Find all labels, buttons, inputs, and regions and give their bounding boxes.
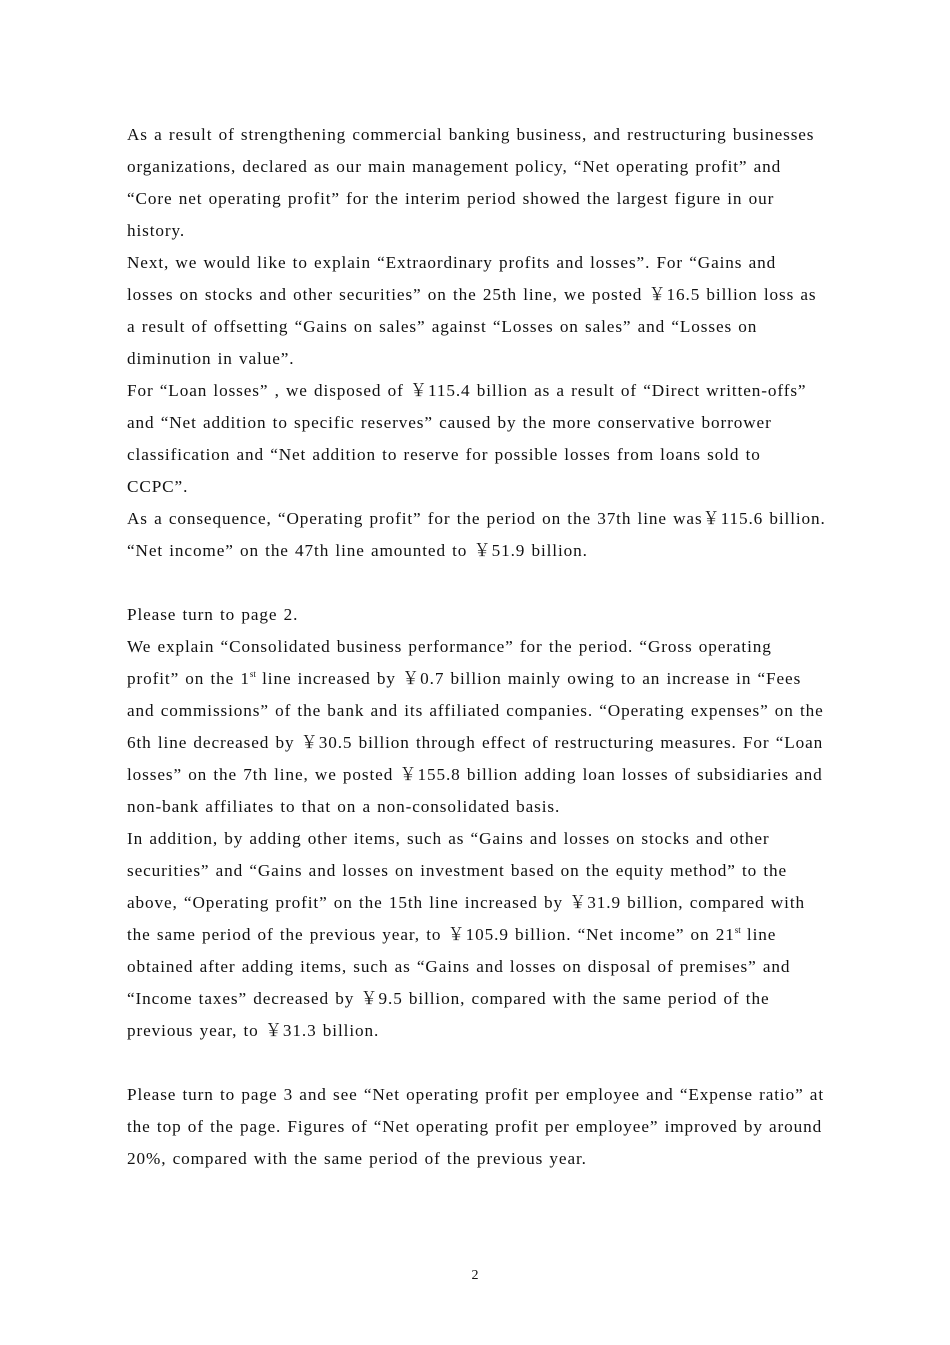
- paragraph-consolidated-performance: [127, 631, 827, 823]
- text-segment: In addition, by adding other items, such as “Gains and losses on stocks and other securities” and “Gains and losses on investment based on the equity method” to the above, “Operating profit” on the 15th line increased by ￥31.9 billion, compared with the same period of the previous year, to ￥105.9 billion. “Net income” on 21: [127, 829, 806, 944]
- ordinal-suffix: st: [249, 669, 256, 679]
- paragraph-turn-page-3: Please turn to page 3 and see “Net operating profit per employee and “Expense ratio” at the top of the page. Figures of “Net operating profit per employee” improved by around 20%, compared with the same period of the previous year.: [127, 1085, 825, 1168]
- paragraph-extraordinary-profits: Next, we would like to explain “Extraordinary profits and losses”. For “Gains and losses on stocks and other securities” on the 25th line, we posted ￥16.5 billion loss as a result of offsetting “Gains on sales” against “Losses on sales” and “Losses on diminution in value”.: [127, 253, 817, 368]
- page-number: 2: [471, 1268, 479, 1283]
- ordinal-suffix: st: [734, 925, 741, 935]
- paragraph-gap: [127, 567, 827, 599]
- text-segment: We explain “Consolidated business performance” for the period. “Gross operating profit” on the 1: [127, 637, 772, 688]
- paragraph-turn-page-2: Please turn to page 2.: [127, 605, 299, 624]
- document-body: [127, 119, 827, 1175]
- text-segment: line obtained after adding items, such as “Gains and losses on disposal of premises” and “Income taxes” decreased by ￥9.5 billion, compared with the same period of the previous year, to ￥31.3 billion.: [127, 925, 791, 1040]
- text-segment: line increased by ￥0.7 billion mainly owing to an increase in “Fees and commissions” of the bank and its affiliated companies. “Operating expenses” on the 6th line decreased by ￥30.5 billion through effect of restructuring measures. For “Loan losses” on the 7th line, we posted ￥155.8 billion adding loan losses of subsidiaries and non-bank affiliates to that on a non-consolidated basis.: [127, 669, 824, 816]
- paragraph-gap: [127, 1047, 827, 1079]
- paragraph-strategy-summary: As a result of strengthening commercial banking business, and restructuring businesses organizations, declared as our main management policy, “Net operating profit” and “Core net operating profit” for the interim period showed the largest figure in our history.: [127, 125, 815, 240]
- paragraph-loan-losses: For “Loan losses” , we disposed of ￥115.4 billion as a result of “Direct written-offs” and “Net addition to specific reserves” caused by the more conservative borrower classification and “Net addition to reserve for possible losses from loans sold to CCPC”.: [127, 381, 807, 496]
- paragraph-other-items: [127, 823, 827, 1047]
- paragraph-operating-profit: As a consequence, “Operating profit” for the period on the 37th line was￥115.6 billion. “Net income” on the 47th line amounted to ￥51.9 billion.: [127, 509, 826, 560]
